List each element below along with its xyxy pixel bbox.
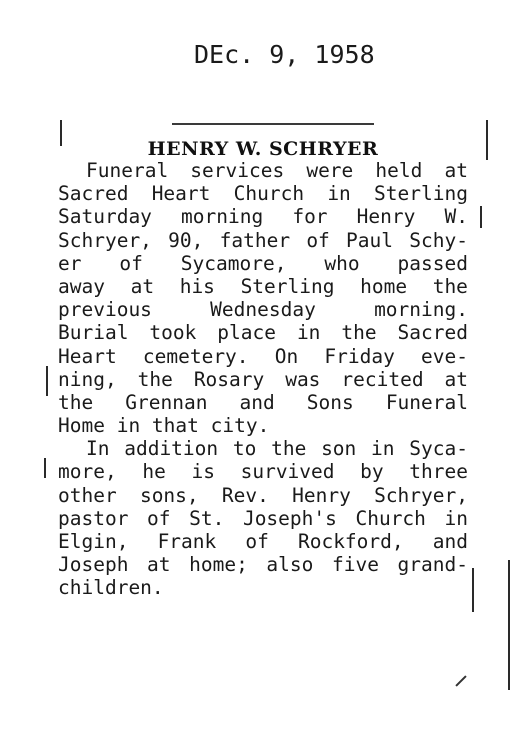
- text-line: [58, 229, 468, 252]
- text-line: [58, 530, 468, 553]
- top-rule: [172, 123, 374, 125]
- word: away: [58, 274, 105, 298]
- left-edge-mark: [46, 366, 48, 396]
- text-line: [58, 391, 468, 414]
- word: Paul: [346, 228, 393, 252]
- word: home;: [189, 553, 248, 577]
- text-line: [58, 484, 468, 507]
- word: Sterling: [240, 274, 335, 298]
- right-edge-mark: [508, 560, 510, 690]
- word: and: [432, 530, 468, 553]
- word: son: [321, 437, 357, 461]
- word: other: [58, 483, 117, 507]
- word: home: [360, 274, 408, 298]
- text-line: children.: [58, 576, 164, 600]
- pen-mark: [455, 675, 466, 686]
- word: of: [306, 228, 330, 252]
- word: Joseph's: [242, 506, 337, 530]
- word: and: [239, 390, 275, 414]
- word: Syca-: [409, 437, 468, 461]
- word: at: [444, 367, 468, 391]
- right-edge-mark: [472, 568, 474, 612]
- word: pastor: [58, 506, 129, 530]
- text-line: Home in that city.: [58, 414, 270, 438]
- word: of: [147, 506, 171, 530]
- text-line: [58, 182, 468, 205]
- word: previous: [58, 298, 152, 322]
- word: er: [58, 251, 82, 275]
- word: held: [375, 159, 423, 182]
- word: Heart: [58, 344, 117, 368]
- word: of: [119, 251, 143, 275]
- word: also: [266, 553, 314, 577]
- text-line: [58, 159, 468, 182]
- word: Saturday: [58, 205, 152, 229]
- word: is: [191, 460, 215, 484]
- word: ning,: [58, 367, 117, 391]
- text-line: [58, 321, 468, 344]
- word: Funeral: [86, 159, 169, 182]
- word: were: [306, 159, 354, 182]
- word: who: [324, 251, 360, 275]
- text-line: [58, 205, 468, 228]
- obituary-headline: HENRY W. SCHRYER: [147, 138, 379, 160]
- text-line: [58, 553, 468, 576]
- word: Schy-: [409, 228, 468, 252]
- word: to: [232, 437, 257, 461]
- word: grand-: [397, 553, 468, 577]
- word: passed: [397, 251, 468, 275]
- word: In: [86, 437, 110, 461]
- word: the: [271, 437, 307, 461]
- word: more,: [58, 460, 117, 484]
- word: sons,: [139, 483, 199, 507]
- word: Schryer,: [58, 228, 152, 252]
- word: the: [432, 274, 468, 298]
- word: Wednesday: [210, 298, 316, 322]
- word: Sterling: [374, 182, 468, 206]
- word: Friday: [324, 344, 395, 368]
- word: the: [341, 321, 377, 345]
- word: survived: [240, 460, 335, 484]
- word: Henry: [356, 205, 416, 229]
- word: Sons: [306, 390, 354, 414]
- word: Rosary: [193, 367, 265, 391]
- word: Rev.: [221, 483, 269, 507]
- word: his: [179, 274, 215, 298]
- word: Grennan: [125, 390, 208, 414]
- word: three: [409, 460, 468, 484]
- text-line: [58, 368, 468, 391]
- word: Sacred: [397, 321, 468, 345]
- word: morning: [181, 205, 264, 229]
- word: cemetery.: [142, 344, 249, 368]
- word: Frank: [157, 530, 217, 553]
- word: Sacred: [58, 182, 129, 206]
- word: he: [142, 460, 166, 484]
- word: Joseph: [58, 553, 129, 577]
- word: of: [245, 530, 269, 553]
- word: Henry: [292, 483, 351, 507]
- right-edge-mark: [486, 120, 488, 160]
- word: took: [149, 321, 197, 345]
- word: in: [327, 182, 351, 206]
- paragraph-1: [58, 159, 468, 437]
- word: Elgin,: [58, 530, 129, 553]
- paragraph-2: [58, 437, 468, 599]
- word: in: [296, 321, 321, 345]
- word: Rockford,: [297, 530, 404, 553]
- word: in: [444, 506, 468, 530]
- word: was: [285, 367, 321, 391]
- right-edge-mark: [480, 206, 482, 228]
- word: Church: [355, 506, 426, 530]
- text-line: [58, 275, 468, 298]
- word: at: [444, 159, 468, 182]
- text-line: [58, 252, 468, 275]
- word: addition: [124, 437, 219, 461]
- word: morning.: [374, 298, 468, 322]
- word: at: [147, 553, 171, 577]
- obituary-body: [58, 159, 468, 600]
- word: recited: [341, 367, 424, 391]
- word: W.: [444, 205, 468, 229]
- word: Heart: [151, 182, 211, 206]
- word: Church: [233, 182, 305, 206]
- word: eve-: [421, 344, 468, 368]
- word: by: [360, 460, 384, 484]
- word: five: [331, 553, 379, 577]
- text-line: [58, 437, 468, 460]
- word: St.: [189, 506, 225, 530]
- word: services: [190, 159, 285, 182]
- text-line: [58, 298, 468, 321]
- word: Burial: [58, 321, 129, 345]
- date-stamp: DEc. 9, 1958: [194, 40, 375, 69]
- text-line: [58, 460, 468, 483]
- word: the: [58, 390, 94, 414]
- word: Schryer,: [374, 483, 468, 507]
- left-edge-mark: [44, 458, 46, 478]
- word: place: [217, 321, 276, 345]
- text-line: [58, 345, 468, 368]
- word: Funeral: [385, 390, 468, 414]
- word: On: [274, 344, 299, 368]
- word: for: [292, 205, 328, 229]
- word: at: [130, 274, 155, 298]
- word: in: [371, 437, 395, 461]
- word: 90,: [168, 228, 204, 252]
- word: Sycamore,: [180, 251, 287, 275]
- word: father: [219, 228, 291, 252]
- text-line: [58, 507, 468, 530]
- word: the: [137, 367, 173, 391]
